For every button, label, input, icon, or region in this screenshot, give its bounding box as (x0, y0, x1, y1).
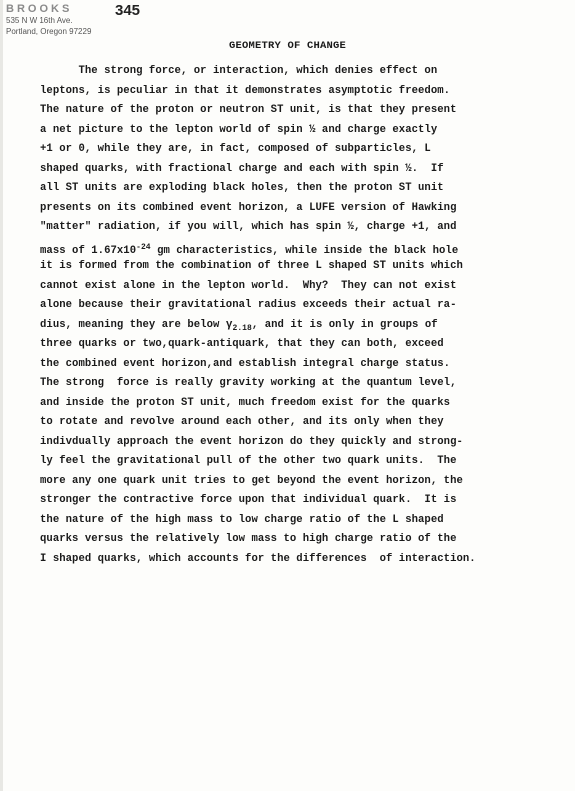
gamma-prefix: dius, meaning they are below (40, 318, 226, 331)
gamma-subscript: 2.18 (232, 323, 252, 333)
text-line: and inside the proton ST unit, much freedom exist for the quarks (40, 396, 451, 409)
text-line: stronger the contractive force upon that individual quark. It is (40, 494, 457, 506)
page-title: GEOMETRY OF CHANGE (228, 40, 347, 52)
text-line: to rotate and revolve around each other, and its only when they (40, 416, 444, 428)
text-line: alone because their gravitational radius exceeds their actual ra- (40, 299, 457, 311)
gamma-symbol: γ (225, 318, 233, 331)
mass-exponent: -24 (136, 242, 151, 252)
text-line: more any one quark unit tries to get beyond the event horizon, the (40, 474, 463, 487)
text-line: the nature of the high mass to low charge ratio of the L shaped (40, 513, 444, 526)
gamma-suffix: , and it is only in groups of (251, 318, 438, 331)
text-line: leptons, is peculiar in that it demonstrates asymptotic freedom. (40, 84, 451, 97)
body-text (40, 62, 560, 569)
text-line: +1 or 0, while they are, in fact, composed of subparticles, L (40, 143, 431, 155)
text-line: ly feel the gravitational pull of the other two quark units. The (40, 455, 457, 467)
text-line: presents on its combined event horizon, a LUFE version of Hawking (40, 201, 457, 214)
stamp-city: Portland, Oregon 97229 (6, 27, 92, 36)
text-line: three quarks or two,quark-antiquark, that they can both, exceed (40, 338, 444, 350)
text-line: indivdually approach the event horizon do they quickly and strong- (40, 435, 463, 448)
text-line: shaped quarks, with fractional charge and each with spin ½. If (40, 162, 444, 175)
text-line: the combined event horizon,and establish integral charge status. (40, 357, 451, 370)
stamp-name: BROOKS (6, 3, 73, 15)
scan-edge (0, 0, 3, 791)
text-line-gamma (40, 316, 560, 336)
mass-suffix: gm characteristics, while inside the black hole (150, 244, 459, 257)
text-line: a net picture to the lepton world of spin ½ and charge exactly (40, 123, 438, 136)
address-stamp (6, 4, 91, 37)
stamp-address: 535 N W 16th Ave. (6, 16, 73, 25)
text-line: The strong force, or interaction, which denies effect on (40, 65, 438, 77)
text-line: "matter" radiation, if you will, which has spin ½, charge +1, and (40, 221, 457, 233)
handwritten-page-number: 345 (115, 2, 141, 19)
text-line-mass (40, 238, 560, 258)
mass-prefix: mass of 1.67x10 (40, 244, 137, 257)
text-line: all ST units are exploding black holes, then the proton ST unit (40, 182, 444, 194)
text-line: it is formed from the combination of three L shaped ST units which (40, 260, 463, 272)
text-line: quarks versus the relatively low mass to high charge ratio of the (40, 533, 457, 545)
text-line: The nature of the proton or neutron ST unit, is that they present (40, 104, 457, 116)
text-line: cannot exist alone in the lepton world. Why? They can not exist (40, 279, 457, 292)
text-line: The strong force is really gravity working at the quantum level, (40, 377, 457, 389)
text-line: I shaped quarks, which accounts for the differences of interaction. (40, 552, 476, 565)
